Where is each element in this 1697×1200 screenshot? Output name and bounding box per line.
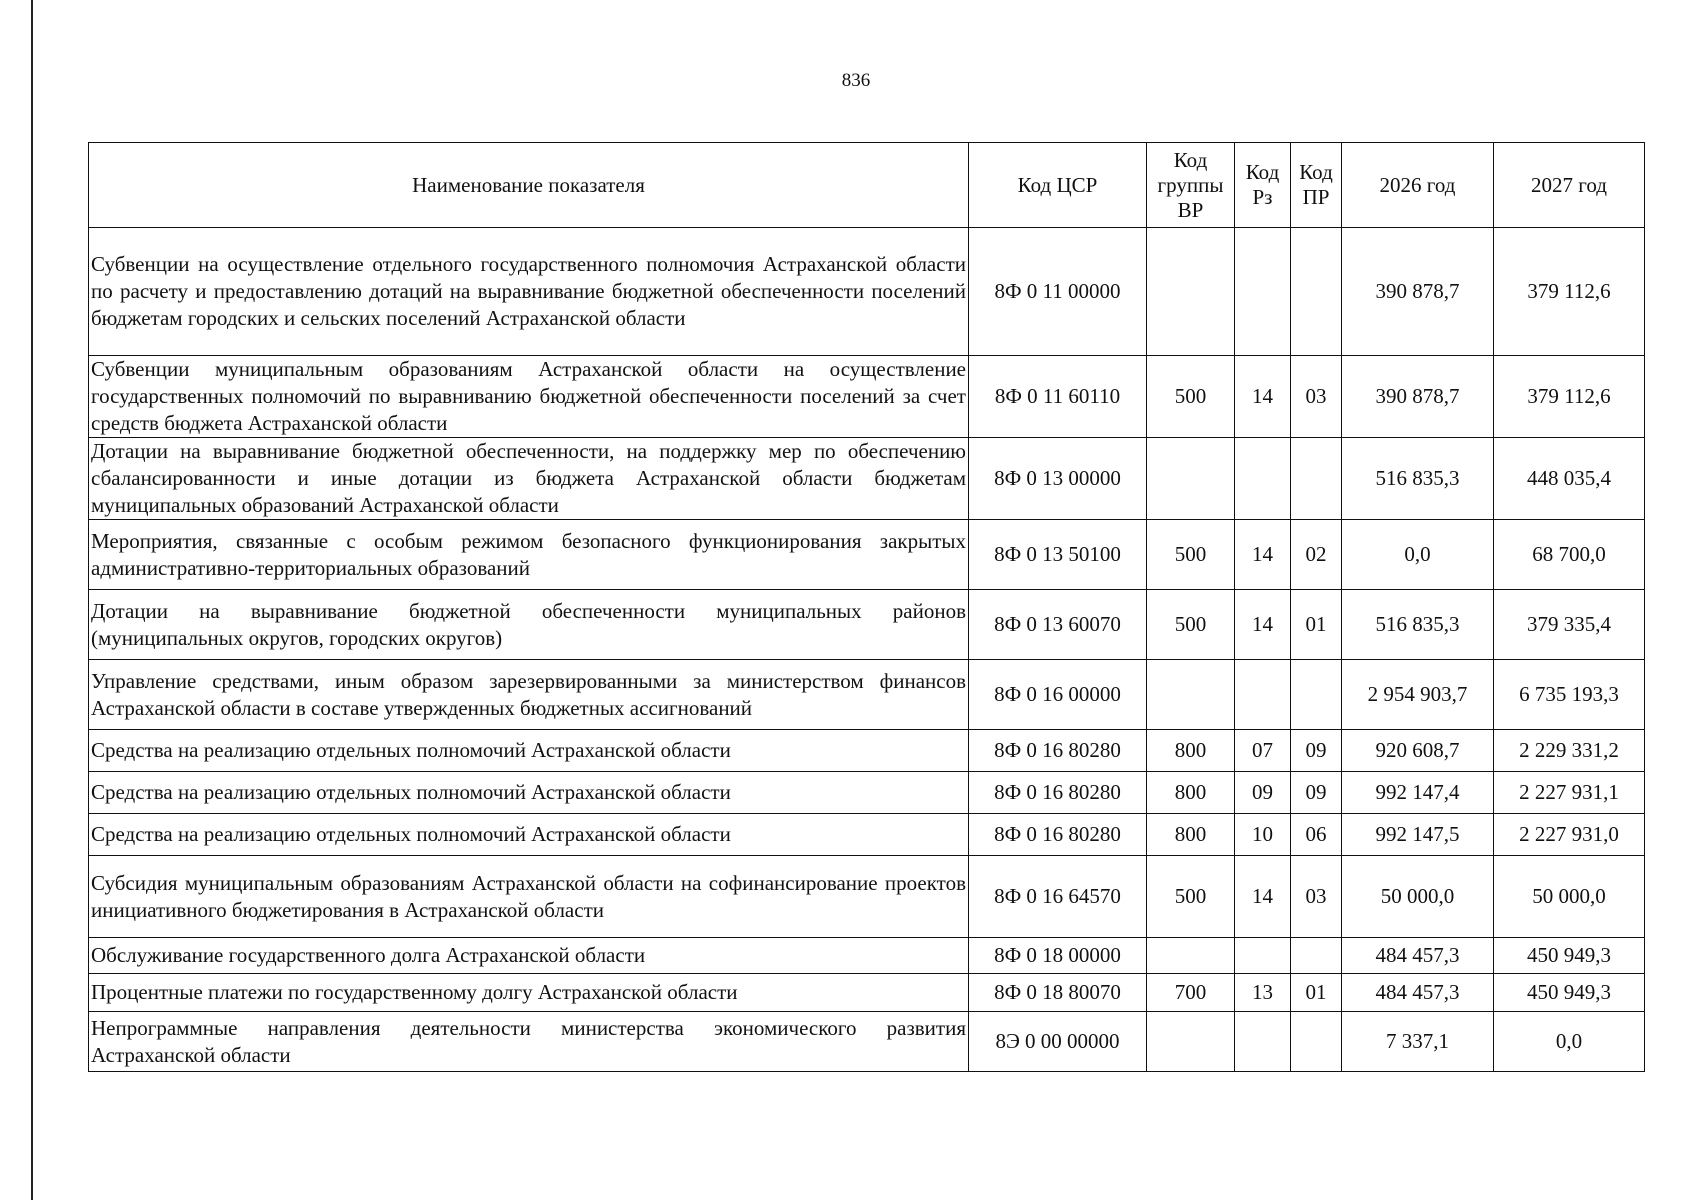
table-row (89, 590, 1645, 660)
cell-name: Средства на реализацию отдельных полномочий Астраханской области (89, 730, 969, 772)
header-rz (1235, 143, 1291, 228)
header-pr-line: ПР (1302, 185, 1330, 209)
cell-vr (1147, 438, 1235, 520)
cell-pr (1291, 938, 1342, 974)
cell-2027: 379 112,6 (1494, 356, 1645, 438)
table-row (89, 974, 1645, 1012)
cell-pr: 03 (1291, 356, 1342, 438)
header-2026: 2026 год (1342, 143, 1494, 228)
cell-2027: 50 000,0 (1494, 856, 1645, 938)
cell-rz: 14 (1235, 590, 1291, 660)
cell-2026: 992 147,5 (1342, 814, 1494, 856)
cell-vr: 500 (1147, 856, 1235, 938)
cell-2026: 390 878,7 (1342, 356, 1494, 438)
cell-csr: 8Ф 0 13 50100 (969, 520, 1147, 590)
cell-vr: 800 (1147, 730, 1235, 772)
cell-vr: 500 (1147, 590, 1235, 660)
table-row (89, 1012, 1645, 1072)
cell-pr (1291, 1012, 1342, 1072)
cell-2026: 920 608,7 (1342, 730, 1494, 772)
header-pr-line: Код (1299, 160, 1333, 184)
cell-vr (1147, 660, 1235, 730)
cell-name: Управление средствами, иным образом зарезервированными за министерством финансов Астраханской области в составе утвержденных бюджетных ассигнований (89, 660, 969, 730)
header-vr-line: Код (1173, 147, 1208, 172)
cell-rz: 14 (1235, 356, 1291, 438)
cell-pr: 01 (1291, 974, 1342, 1012)
cell-rz: 14 (1235, 856, 1291, 938)
cell-csr: 8Ф 0 16 80280 (969, 772, 1147, 814)
table-row (89, 520, 1645, 590)
cell-2027: 2 227 931,0 (1494, 814, 1645, 856)
cell-2026: 484 457,3 (1342, 938, 1494, 974)
cell-vr: 500 (1147, 520, 1235, 590)
cell-2026: 7 337,1 (1342, 1012, 1494, 1072)
table-row (89, 228, 1645, 356)
cell-name: Субсидия муниципальным образованиям Астраханской области на софинансирование проектов инициативного бюджетирования в Астраханской области (89, 856, 969, 938)
cell-rz: 13 (1235, 974, 1291, 1012)
cell-name: Обслуживание государственного долга Астраханской области (89, 938, 969, 974)
cell-csr: 8Ф 0 13 00000 (969, 438, 1147, 520)
cell-rz (1235, 438, 1291, 520)
cell-rz: 14 (1235, 520, 1291, 590)
cell-pr: 03 (1291, 856, 1342, 938)
table-row (89, 438, 1645, 520)
cell-2027: 2 227 931,1 (1494, 772, 1645, 814)
cell-name: Субвенции муниципальным образованиям Астраханской области на осуществление государственных полномочий по выравниванию бюджетной обеспеченности поселений за счет средств бюджета Астраханской области (89, 356, 969, 438)
cell-2026: 516 835,3 (1342, 438, 1494, 520)
table-row (89, 356, 1645, 438)
cell-pr: 09 (1291, 772, 1342, 814)
cell-vr: 800 (1147, 772, 1235, 814)
table-row (89, 856, 1645, 938)
cell-pr: 01 (1291, 590, 1342, 660)
cell-name: Непрограммные направления деятельности министерства экономического развития Астраханской области (89, 1012, 969, 1072)
cell-vr (1147, 938, 1235, 974)
cell-rz (1235, 1012, 1291, 1072)
table-header-row (89, 143, 1645, 228)
cell-rz (1235, 660, 1291, 730)
cell-2027: 68 700,0 (1494, 520, 1645, 590)
cell-pr: 02 (1291, 520, 1342, 590)
table-row (89, 730, 1645, 772)
budget-table (88, 142, 1645, 1072)
cell-csr: 8Ф 0 18 00000 (969, 938, 1147, 974)
cell-name: Средства на реализацию отдельных полномочий Астраханской области (89, 772, 969, 814)
header-rz-line: Код (1245, 160, 1280, 184)
cell-2027: 2 229 331,2 (1494, 730, 1645, 772)
cell-2027: 379 335,4 (1494, 590, 1645, 660)
cell-rz (1235, 938, 1291, 974)
cell-csr: 8Ф 0 16 80280 (969, 730, 1147, 772)
cell-2026: 2 954 903,7 (1342, 660, 1494, 730)
header-vr-line: группы (1157, 172, 1224, 197)
cell-name: Дотации на выравнивание бюджетной обеспеченности, на поддержку мер по обеспечению сбалансированности и иные дотации из бюджета Астраханской области бюджетам муниципальных образований Астраханской области (89, 438, 969, 520)
cell-2027: 450 949,3 (1494, 974, 1645, 1012)
cell-2027: 448 035,4 (1494, 438, 1645, 520)
cell-name: Процентные платежи по государственному долгу Астраханской области (89, 974, 969, 1012)
header-pr (1291, 143, 1342, 228)
header-vr (1147, 143, 1235, 228)
cell-vr (1147, 1012, 1235, 1072)
cell-name: Субвенции на осуществление отдельного государственного полномочия Астраханской области по расчету и предоставлению дотаций на выравнивание бюджетной обеспеченности поселений бюджетам городских и сельских поселений Астраханской области (89, 228, 969, 356)
scan-margin-line (31, 0, 33, 1200)
table-row (89, 660, 1645, 730)
table-row (89, 938, 1645, 974)
table-row (89, 772, 1645, 814)
cell-vr (1147, 228, 1235, 356)
cell-name: Мероприятия, связанные с особым режимом безопасного функционирования закрытых административно-территориальных образований (89, 520, 969, 590)
cell-2027: 450 949,3 (1494, 938, 1645, 974)
table-row (89, 814, 1645, 856)
cell-csr: 8Ф 0 16 00000 (969, 660, 1147, 730)
header-2027: 2027 год (1494, 143, 1645, 228)
cell-rz: 07 (1235, 730, 1291, 772)
cell-csr: 8Э 0 00 00000 (969, 1012, 1147, 1072)
header-vr-line: ВР (1177, 197, 1204, 222)
cell-2026: 50 000,0 (1342, 856, 1494, 938)
cell-rz (1235, 228, 1291, 356)
cell-csr: 8Ф 0 16 64570 (969, 856, 1147, 938)
cell-csr: 8Ф 0 16 80280 (969, 814, 1147, 856)
cell-name: Дотации на выравнивание бюджетной обеспеченности муниципальных районов (муниципальных округов, городских округов) (89, 590, 969, 660)
cell-2026: 516 835,3 (1342, 590, 1494, 660)
cell-name: Средства на реализацию отдельных полномочий Астраханской области (89, 814, 969, 856)
cell-csr: 8Ф 0 13 60070 (969, 590, 1147, 660)
cell-2027: 6 735 193,3 (1494, 660, 1645, 730)
cell-csr: 8Ф 0 18 80070 (969, 974, 1147, 1012)
header-rz-line: Рз (1252, 185, 1273, 209)
cell-vr: 800 (1147, 814, 1235, 856)
cell-vr: 700 (1147, 974, 1235, 1012)
cell-2026: 992 147,4 (1342, 772, 1494, 814)
cell-2026: 0,0 (1342, 520, 1494, 590)
cell-2026: 484 457,3 (1342, 974, 1494, 1012)
cell-pr (1291, 438, 1342, 520)
cell-csr: 8Ф 0 11 00000 (969, 228, 1147, 356)
cell-2027: 0,0 (1494, 1012, 1645, 1072)
cell-vr: 500 (1147, 356, 1235, 438)
header-csr: Код ЦСР (969, 143, 1147, 228)
cell-rz: 09 (1235, 772, 1291, 814)
page-number: 836 (841, 70, 871, 91)
cell-pr: 09 (1291, 730, 1342, 772)
cell-csr: 8Ф 0 11 60110 (969, 356, 1147, 438)
cell-rz: 10 (1235, 814, 1291, 856)
cell-2027: 379 112,6 (1494, 228, 1645, 356)
cell-pr: 06 (1291, 814, 1342, 856)
cell-pr (1291, 660, 1342, 730)
cell-pr (1291, 228, 1342, 356)
cell-2026: 390 878,7 (1342, 228, 1494, 356)
header-name: Наименование показателя (89, 143, 969, 228)
